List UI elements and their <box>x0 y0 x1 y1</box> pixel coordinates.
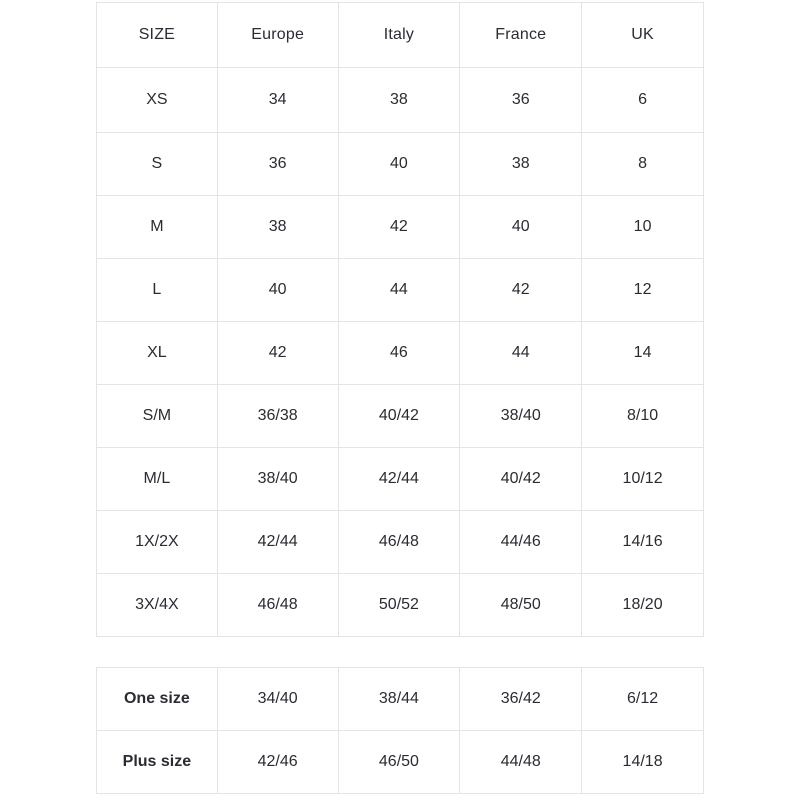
row-label: S <box>97 133 218 196</box>
row-label: M <box>97 196 218 259</box>
cell-italy: 42 <box>338 196 460 259</box>
cell-uk: 8 <box>582 133 704 196</box>
cell-europe: 38/40 <box>217 448 338 511</box>
one-size-table-container <box>96 667 704 794</box>
cell-italy: 42/44 <box>338 448 460 511</box>
cell-italy: 44 <box>338 259 460 322</box>
table-row <box>97 668 704 731</box>
cell-italy: 40/42 <box>338 385 460 448</box>
one-size-table <box>96 667 704 794</box>
cell-europe: 34/40 <box>217 668 338 731</box>
cell-france: 36/42 <box>460 668 582 731</box>
table-header-row <box>97 3 704 68</box>
table-row <box>97 385 704 448</box>
cell-italy: 46/48 <box>338 511 460 574</box>
row-label: L <box>97 259 218 322</box>
cell-italy: 46 <box>338 322 460 385</box>
column-header-europe: Europe <box>217 3 338 68</box>
column-header-france: France <box>460 3 582 68</box>
row-label: XS <box>97 68 218 133</box>
cell-uk: 14 <box>582 322 704 385</box>
row-label: XL <box>97 322 218 385</box>
size-conversion-table <box>96 2 704 637</box>
cell-europe: 36/38 <box>217 385 338 448</box>
table-row <box>97 259 704 322</box>
cell-europe: 38 <box>217 196 338 259</box>
one-size-table-body <box>97 668 704 794</box>
cell-france: 38 <box>460 133 582 196</box>
cell-uk: 6/12 <box>582 668 704 731</box>
cell-uk: 6 <box>582 68 704 133</box>
cell-europe: 40 <box>217 259 338 322</box>
cell-uk: 10 <box>582 196 704 259</box>
table-body <box>97 68 704 637</box>
cell-uk: 10/12 <box>582 448 704 511</box>
cell-france: 40 <box>460 196 582 259</box>
cell-europe: 36 <box>217 133 338 196</box>
cell-france: 38/40 <box>460 385 582 448</box>
table-row <box>97 133 704 196</box>
table-row <box>97 68 704 133</box>
row-label: S/M <box>97 385 218 448</box>
table-row <box>97 322 704 385</box>
cell-italy: 50/52 <box>338 574 460 637</box>
cell-france: 44 <box>460 322 582 385</box>
column-header-uk: UK <box>582 3 704 68</box>
cell-uk: 8/10 <box>582 385 704 448</box>
cell-europe: 34 <box>217 68 338 133</box>
column-header-italy: Italy <box>338 3 460 68</box>
table-header <box>97 3 704 68</box>
row-label: Plus size <box>97 731 218 794</box>
cell-france: 40/42 <box>460 448 582 511</box>
cell-europe: 42/46 <box>217 731 338 794</box>
cell-uk: 14/16 <box>582 511 704 574</box>
column-header-size: SIZE <box>97 3 218 68</box>
row-label: 1X/2X <box>97 511 218 574</box>
table-row <box>97 731 704 794</box>
cell-uk: 12 <box>582 259 704 322</box>
table-row <box>97 511 704 574</box>
cell-uk: 18/20 <box>582 574 704 637</box>
cell-europe: 42/44 <box>217 511 338 574</box>
cell-france: 42 <box>460 259 582 322</box>
cell-italy: 38/44 <box>338 668 460 731</box>
cell-uk: 14/18 <box>582 731 704 794</box>
row-label: M/L <box>97 448 218 511</box>
cell-italy: 38 <box>338 68 460 133</box>
row-label: One size <box>97 668 218 731</box>
cell-france: 44/48 <box>460 731 582 794</box>
cell-europe: 46/48 <box>217 574 338 637</box>
row-label: 3X/4X <box>97 574 218 637</box>
cell-france: 48/50 <box>460 574 582 637</box>
cell-france: 44/46 <box>460 511 582 574</box>
size-conversion-table-container <box>96 2 704 637</box>
table-row <box>97 448 704 511</box>
cell-france: 36 <box>460 68 582 133</box>
cell-italy: 46/50 <box>338 731 460 794</box>
cell-europe: 42 <box>217 322 338 385</box>
table-row <box>97 574 704 637</box>
table-row <box>97 196 704 259</box>
cell-italy: 40 <box>338 133 460 196</box>
